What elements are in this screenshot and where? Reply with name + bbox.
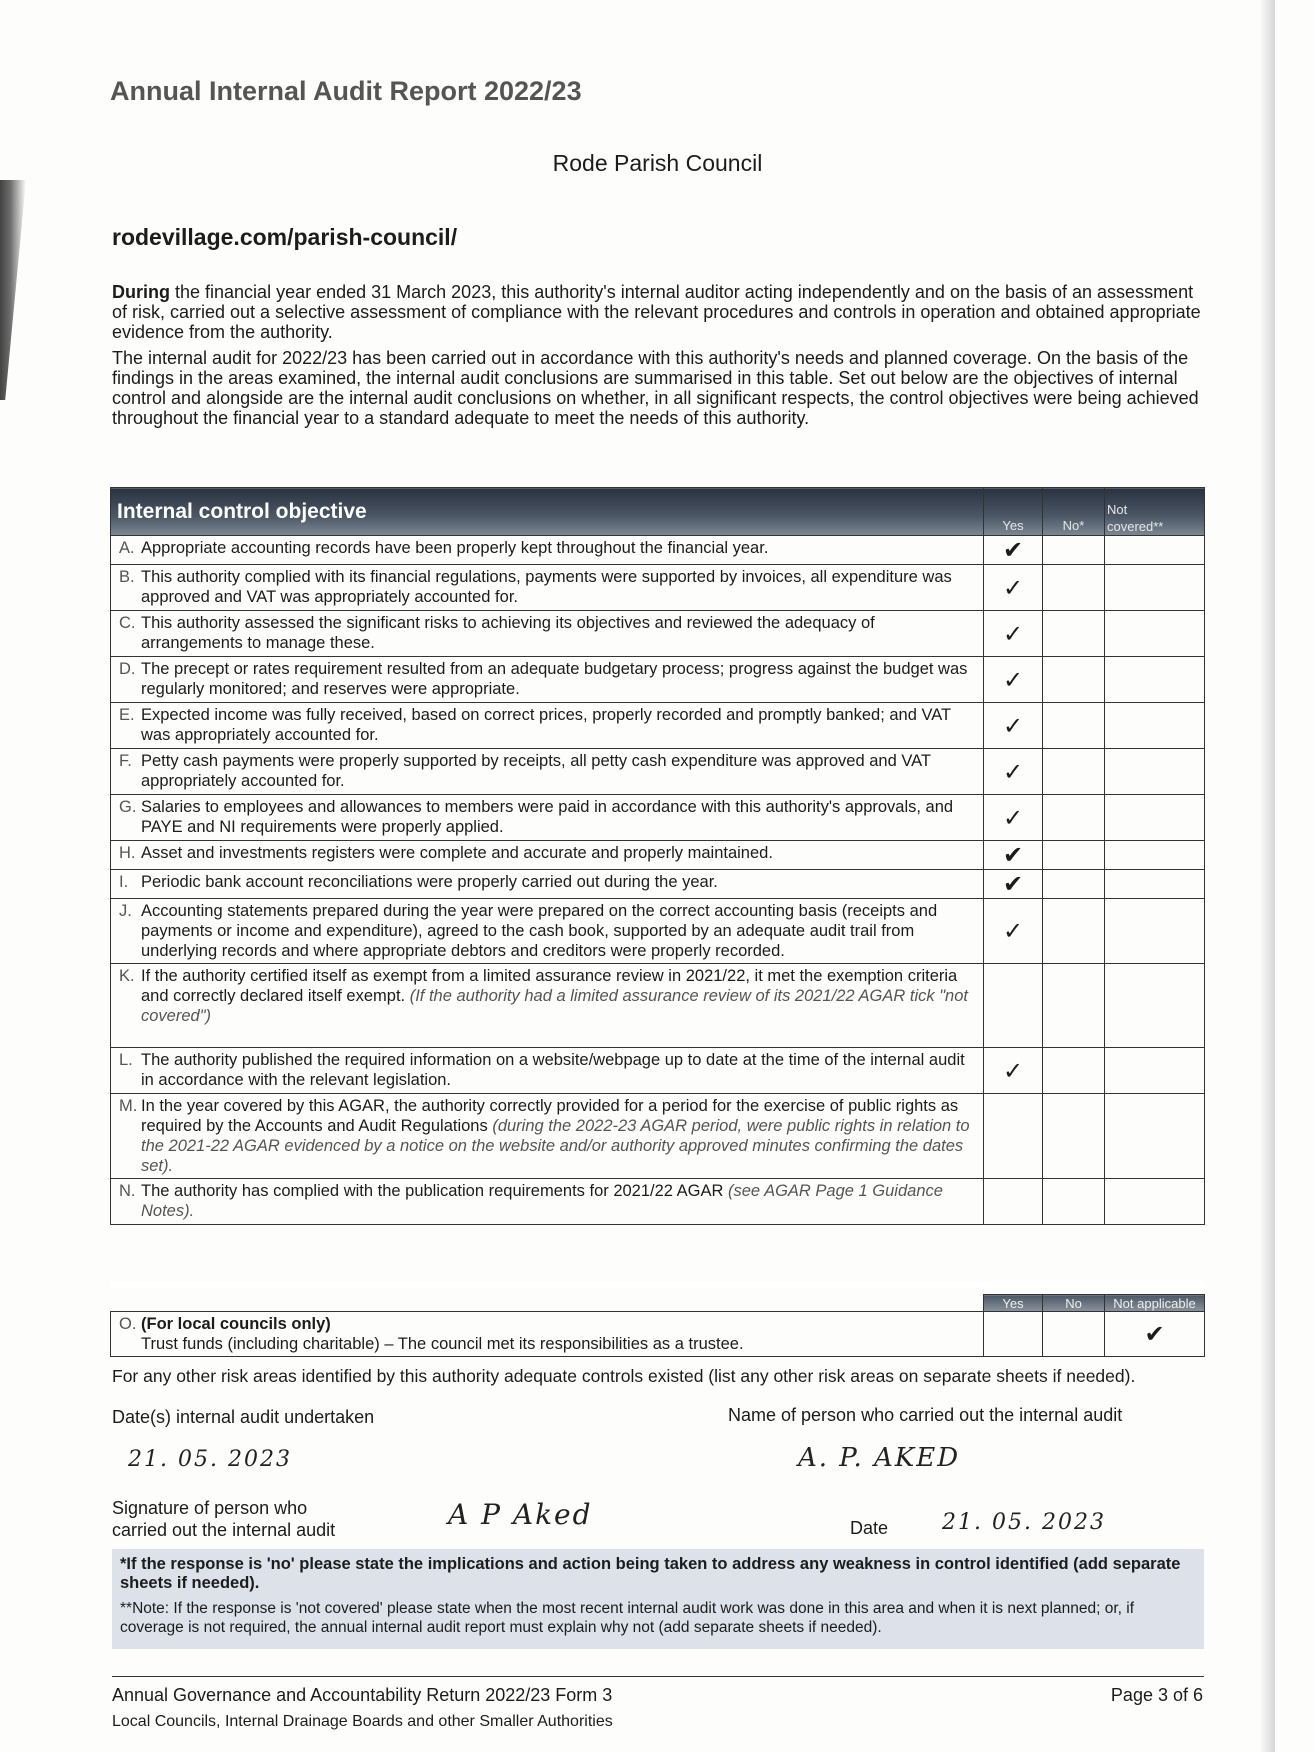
objective-note: (If the authority had a limited assurance review of its 2021/22 AGAR tick "not covered"): [141, 987, 968, 1025]
objective-letter: E.: [119, 706, 135, 724]
header-objective: Internal control objective: [111, 488, 984, 536]
footer-subtitle: Local Councils, Internal Drainage Boards and other Smaller Authorities: [112, 1713, 613, 1730]
objective-description: In the year covered by this AGAR, the authority correctly provided for a period for the exercise of public rights as required by the Accounts and Audit Regulations: [141, 1097, 959, 1135]
table-gap: [110, 1282, 1204, 1288]
not-covered-cell[interactable]: [1105, 657, 1205, 703]
intro-paragraph-1: [112, 282, 1202, 342]
table-row: [111, 899, 1205, 964]
not-covered-cell[interactable]: [1105, 565, 1205, 611]
auditor-name-label: Name of person who carried out the internal audit: [728, 1405, 1123, 1425]
not-covered-cell[interactable]: [1105, 870, 1205, 899]
objective-o-table: [110, 1294, 1205, 1357]
header-yes: Yes: [984, 488, 1043, 536]
objective-letter: B.: [119, 568, 135, 586]
objective-text: [119, 1050, 977, 1090]
not-covered-cell[interactable]: [1105, 749, 1205, 795]
no-cell[interactable]: [1043, 870, 1105, 899]
objective-text: [119, 966, 977, 1026]
objective-o-header-blank: [111, 1295, 984, 1312]
intro-paragraph-2: The internal audit for 2022/23 has been carried out in accordance with this authority's needs and planned coverage. On the basis of the findings in the areas examined, the internal audit conclusions are summarised in this table. Set out below are the objectives of internal control and alongside are the internal audit conclusions on whether, in all significant respects, the control objectives were being achieved throughout the financial year to a standard adequate to meet the needs of this authority.: [112, 348, 1199, 428]
objective-o-letter: O.: [119, 1315, 137, 1333]
signature-label-line1: Signature of person who: [112, 1498, 308, 1518]
objective-text: [119, 901, 977, 961]
objective-o-row: [111, 1312, 1205, 1357]
no-cell[interactable]: [1043, 536, 1105, 565]
objective-description: This authority assessed the significant risks to achieving its objectives and reviewed the adequacy of arrangements to manage these.: [141, 614, 875, 652]
yes-cell[interactable]: ✓: [984, 565, 1043, 611]
objective-description: Appropriate accounting records have been properly kept throughout the financial year.: [141, 539, 769, 557]
objective-o-yes-cell[interactable]: [984, 1312, 1043, 1357]
objective-o-header-no: No: [1043, 1295, 1105, 1312]
objective-letter: G.: [119, 798, 137, 816]
objective-note: (during the 2022-23 AGAR period, were public rights in relation to the 2021-22 AGAR evidenced by a notice on the website and/or authority approved minutes confirming the dates set).: [141, 1117, 970, 1175]
not-covered-cell[interactable]: [1105, 536, 1205, 565]
objective-letter: H.: [119, 844, 136, 862]
objective-text-cell: [111, 841, 984, 870]
yes-cell[interactable]: [984, 1179, 1043, 1225]
note-response-not-covered: **Note: If the response is 'not covered' please state when the most recent internal audit work was done in this area and when it is next planned; or, if coverage is not required, the annual internal audit report must explain why not (add separate sheets if needed).: [120, 1600, 1135, 1636]
objective-text-cell: [111, 611, 984, 657]
yes-cell[interactable]: [984, 964, 1043, 1048]
not-covered-cell[interactable]: [1105, 611, 1205, 657]
table-row: [111, 703, 1205, 749]
not-covered-cell[interactable]: [1105, 964, 1205, 1048]
yes-cell[interactable]: ✓: [984, 795, 1043, 841]
table-row: [111, 536, 1205, 565]
objective-letter: D.: [119, 660, 136, 678]
footer-form-title: Annual Governance and Accountability Return 2022/23 Form 3: [112, 1685, 613, 1705]
header-not-covered: [1105, 488, 1205, 536]
objective-description: Expected income was fully received, based on correct prices, properly recorded and promptly banked; and VAT was appropriately accounted for.: [141, 706, 951, 744]
objective-text: [119, 705, 977, 745]
objective-letter: F.: [119, 752, 132, 770]
objective-letter: A.: [119, 539, 135, 557]
objective-text: [119, 567, 977, 607]
objective-text: [119, 751, 977, 791]
objective-note: (see AGAR Page 1 Guidance Notes).: [141, 1182, 943, 1220]
guidance-notes-box: [112, 1549, 1204, 1649]
no-cell[interactable]: [1043, 1094, 1105, 1179]
internal-control-table: [110, 487, 1205, 1225]
objective-o-na-cell[interactable]: ✔: [1105, 1312, 1205, 1357]
no-cell[interactable]: [1043, 899, 1105, 964]
header-no: No*: [1043, 488, 1105, 536]
no-cell[interactable]: [1043, 1048, 1105, 1094]
date-value-handwritten[interactable]: 21. 05. 2023: [942, 1510, 1106, 1535]
footer-divider: [112, 1676, 1204, 1677]
objective-description: The authority has complied with the publication requirements for 2021/22 AGAR: [141, 1182, 728, 1200]
objective-description: If the authority certified itself as exempt from a limited assurance review in 2021/22, it met the exemption criteria and correctly declared itself exempt.: [141, 967, 958, 1005]
yes-cell[interactable]: ✓: [984, 657, 1043, 703]
objective-letter: M.: [119, 1097, 138, 1115]
objective-text: [119, 843, 977, 863]
no-cell[interactable]: [1043, 964, 1105, 1048]
objective-o-header-row: [111, 1295, 1205, 1312]
table-row: [111, 657, 1205, 703]
header-not-covered-line1: Not: [1107, 502, 1128, 517]
objective-description: Petty cash payments were properly supported by receipts, all petty cash expenditure was approved and VAT appropriately accounted for.: [141, 752, 931, 790]
objective-letter: N.: [119, 1182, 136, 1200]
scan-shadow-right: [1259, 0, 1275, 1752]
intro-paragraph-1-body: the financial year ended 31 March 2023, this authority's internal auditor acting independently and on the basis of an assessment of risk, carried out a selective assessment of compliance with the relevant procedures and controls in operation and obtained appropriate evidence from the authority.: [112, 282, 1201, 342]
objective-text-cell: [111, 703, 984, 749]
objective-description: Salaries to employees and allowances to members were paid in accordance with this authority's approvals, and PAYE and NI requirements were properly applied.: [141, 798, 954, 836]
objective-text-cell: [111, 870, 984, 899]
yes-cell[interactable]: ✔: [984, 841, 1043, 870]
objective-description: Accounting statements prepared during the year were prepared on the correct accounting basis (receipts and payments or income and expenditure), agreed to the cash book, supported by an adequate audit trail from underlying records and where appropriate debtors and creditors were properly recorded.: [141, 902, 938, 960]
table-row: [111, 1179, 1205, 1225]
no-cell[interactable]: [1043, 841, 1105, 870]
objective-text: [119, 872, 977, 892]
objective-text-cell: [111, 899, 984, 964]
objective-description: Asset and investments registers were complete and accurate and properly maintained.: [141, 844, 773, 862]
dates-value-handwritten[interactable]: 21. 05. 2023: [128, 1447, 292, 1472]
auditor-signature[interactable]: A P Aked: [448, 1498, 593, 1531]
objective-text-cell: [111, 1179, 984, 1225]
other-risk-statement: For any other risk areas identified by this authority adequate controls existed (list any other risk areas on separate sheets if needed).: [112, 1366, 1136, 1386]
intro-text: [112, 282, 1202, 434]
date-label: Date: [850, 1518, 889, 1538]
objective-o-header-na: Not applicable: [1105, 1295, 1205, 1312]
objective-o-header-yes: Yes: [984, 1295, 1043, 1312]
not-covered-cell[interactable]: [1105, 1179, 1205, 1225]
yes-cell[interactable]: ✔: [984, 870, 1043, 899]
table-row: [111, 1094, 1205, 1179]
dates-label: Date(s) internal audit undertaken: [112, 1407, 375, 1427]
objective-o-title: (For local councils only): [141, 1315, 331, 1333]
table-row: [111, 841, 1205, 870]
note-response-no: *If the response is 'no' please state the implications and action being taken to address any weakness in control identified (add separate sheets if needed).: [120, 1555, 1181, 1592]
table-row: [111, 870, 1205, 899]
objective-description: The authority published the required information on a website/webpage up to date at the time of the internal audit in accordance with the relevant legislation.: [141, 1051, 965, 1089]
objective-letter: J.: [119, 902, 132, 920]
objective-text: [119, 538, 977, 558]
table-row: [111, 611, 1205, 657]
objective-text: [119, 1096, 977, 1176]
table-row: [111, 749, 1205, 795]
footer-page-number: Page 3 of 6: [1110, 1685, 1203, 1705]
objective-text-cell: [111, 565, 984, 611]
objective-letter: K.: [119, 967, 135, 985]
objective-text-cell: [111, 749, 984, 795]
objective-text-cell: [111, 1094, 984, 1179]
objective-text-cell: [111, 657, 984, 703]
not-covered-cell[interactable]: [1105, 1048, 1205, 1094]
yes-cell[interactable]: ✔: [984, 536, 1043, 565]
yes-cell[interactable]: ✓: [984, 749, 1043, 795]
no-cell[interactable]: [1043, 565, 1105, 611]
objective-letter: I.: [119, 873, 129, 891]
yes-cell[interactable]: ✓: [984, 1048, 1043, 1094]
not-covered-cell[interactable]: [1105, 703, 1205, 749]
yes-cell[interactable]: [984, 1094, 1043, 1179]
objective-text: [119, 659, 977, 699]
no-cell[interactable]: [1043, 703, 1105, 749]
yes-cell[interactable]: ✓: [984, 703, 1043, 749]
council-website: rodevillage.com/parish-council/: [112, 224, 458, 250]
auditor-name-handwritten[interactable]: A. P. AKED: [798, 1443, 961, 1473]
no-cell[interactable]: [1043, 795, 1105, 841]
signature-label-line2: carried out the internal audit: [112, 1520, 336, 1540]
table-row: [111, 565, 1205, 611]
objective-text: [119, 797, 977, 837]
objective-text-cell: [111, 1048, 984, 1094]
objective-text-cell: [111, 964, 984, 1048]
yes-cell[interactable]: ✓: [984, 899, 1043, 964]
objective-text-cell: [111, 536, 984, 565]
signature-label: [112, 1497, 335, 1541]
table-row: [111, 1048, 1205, 1094]
table-row: [111, 795, 1205, 841]
objective-text-cell: [111, 795, 984, 841]
not-covered-cell[interactable]: [1105, 841, 1205, 870]
no-cell[interactable]: [1043, 1179, 1105, 1225]
table-header-row: [111, 488, 1205, 536]
intro-lead-word: During: [112, 282, 170, 302]
not-covered-cell[interactable]: [1105, 795, 1205, 841]
objective-description: The precept or rates requirement resulted from an adequate budgetary process; progress against the budget was regularly monitored; and reserves were appropriate.: [141, 660, 968, 698]
no-cell[interactable]: [1043, 611, 1105, 657]
objective-o-body: Trust funds (including charitable) – The council met its responsibilities as a trustee.: [141, 1335, 744, 1353]
objective-text: [119, 613, 977, 653]
not-covered-cell[interactable]: [1105, 899, 1205, 964]
objective-o-text: [111, 1312, 984, 1357]
yes-cell[interactable]: ✓: [984, 611, 1043, 657]
objective-description: This authority complied with its financial regulations, payments were supported by invoices, all expenditure was approved and VAT was appropriately accounted for.: [141, 568, 952, 606]
objective-letter: L.: [119, 1051, 133, 1069]
no-cell[interactable]: [1043, 749, 1105, 795]
table-row: [111, 964, 1205, 1048]
objective-description: Periodic bank account reconciliations were properly carried out during the year.: [141, 873, 718, 891]
objective-o-no-cell[interactable]: [1043, 1312, 1105, 1357]
no-cell[interactable]: [1043, 657, 1105, 703]
council-name: Rode Parish Council: [552, 150, 763, 176]
objective-letter: C.: [119, 614, 136, 632]
not-covered-cell[interactable]: [1105, 1094, 1205, 1179]
objective-text: [119, 1181, 977, 1221]
page-title: Annual Internal Audit Report 2022/23: [110, 76, 582, 106]
header-not-covered-line2: covered**: [1107, 519, 1164, 534]
scan-shadow-left: [0, 180, 26, 400]
